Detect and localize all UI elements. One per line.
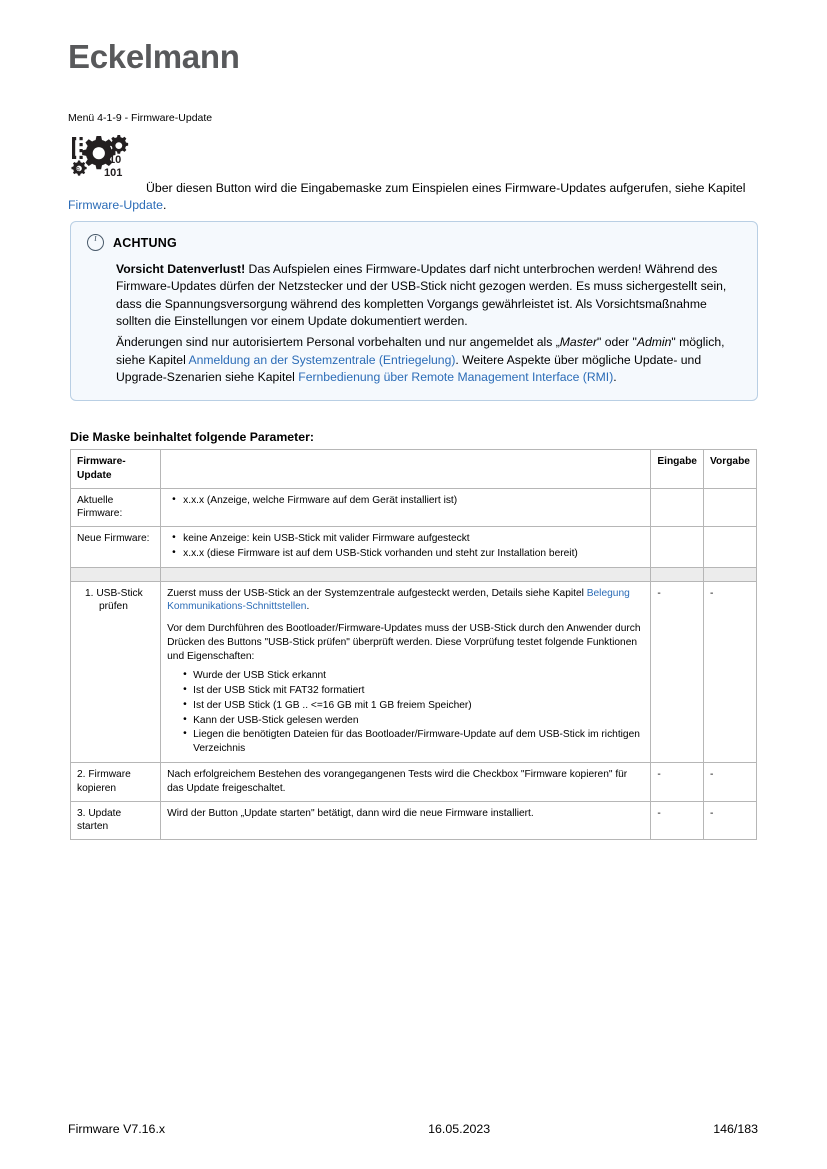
row-label-update-starten: 3. Update starten	[71, 801, 161, 840]
footer-left: Firmware V7.16.x	[68, 1122, 166, 1136]
header-firmware-update: Firmware-Update	[71, 450, 161, 489]
row-eingabe	[651, 488, 704, 527]
list-item: • Kann der USB-Stick gelesen werden	[193, 714, 644, 728]
svg-text:101: 101	[104, 167, 123, 179]
note-header	[87, 234, 741, 251]
note-p2-e: .	[613, 369, 617, 384]
header-description	[161, 450, 651, 489]
footer-center: 16.05.2023	[428, 1122, 491, 1136]
intro-paragraph	[68, 180, 758, 214]
row-label-aktuelle-firmware: Aktuelle Firmware:	[71, 488, 161, 527]
note-paragraph-1-text: Das Aufspielen eines Firmware-Updates darf nicht unterbrochen werden! Während des Firmware-Updates dürfen der Netzstecker und der USB-Stick nicht gezogen werden. Es muss sichergestellt sein, dass die Spannungsversorgung während des kompletten Vorgangs gewährleistet ist. Als Vorsichtsmaßnahme sollten die Einstellungen vor einem Update dokumentiert werden.	[116, 262, 727, 328]
footer-right: 146/183	[713, 1122, 758, 1136]
list-item: • Liegen die benötigten Dateien für das Bootloader/Firmware-Update auf dem USB-Stick im richtigen Verzeichnis	[193, 728, 644, 756]
spacer-cell	[71, 567, 161, 581]
header-eingabe: Eingabe	[651, 450, 704, 489]
note-role-master: Master	[559, 335, 598, 350]
row-label-firmware-kopieren: 2. Firmware kopieren	[71, 763, 161, 802]
row-content-update-starten: Wird der Button „Update starten" betätigt, dann wird die neue Firmware installiert.	[161, 801, 651, 840]
table-row	[71, 801, 757, 840]
bullet-list	[167, 532, 644, 561]
row-vorgabe: -	[703, 763, 756, 802]
step-label: 1. USB-Stick prüfen	[85, 587, 143, 613]
row-vorgabe: -	[703, 801, 756, 840]
row-eingabe	[651, 527, 704, 568]
breadcrumb: Menü 4-1-9 - Firmware-Update	[68, 112, 213, 124]
svg-text:10: 10	[109, 154, 122, 166]
page-footer	[68, 1122, 758, 1136]
list-item: • Wurde der USB Stick erkannt	[193, 669, 644, 683]
intro-text-before: Über diesen Button wird die Eingabemaske zum Einspielen eines Firmware-Updates aufgerufen, siehe Kapitel	[146, 181, 746, 195]
step1-paragraph-1	[167, 587, 644, 615]
step1-p1-b: .	[306, 601, 310, 613]
params-title: Die Maske beinhaltet folgende Parameter:	[70, 430, 314, 444]
brand-logo: Eckelmann	[68, 38, 240, 75]
parameters-table	[70, 449, 757, 840]
step1-p1-a: Zuerst muss der USB-Stick an der Systemzentrale aufgesteckt werden, Details siehe Kapitel	[167, 587, 587, 599]
spacer-cell	[651, 567, 704, 581]
row-content-usb-stick-pruefen	[161, 581, 651, 762]
row-label-usb-stick-pruefen	[71, 581, 161, 762]
table-row	[71, 581, 757, 762]
note-title: ACHTUNG	[113, 235, 177, 250]
table-header-row	[71, 450, 757, 489]
rmi-link[interactable]: Fernbedienung über Remote Management Interface (RMI)	[298, 369, 614, 384]
step1-paragraph-2: Vor dem Durchführen des Bootloader/Firmware-Updates muss der USB-Stick durch den Anwender durch Drücken des Buttons "USB-Stick prüfen" überprüft werden. Diese Vorprüfung testet folgende Funktionen und Eigenschaften:	[167, 623, 641, 662]
firmware-update-icon	[70, 133, 142, 179]
svg-text:9: 9	[76, 167, 80, 174]
row-label-neue-firmware: Neue Firmware:	[71, 527, 161, 568]
list-item: • x.x.x (Anzeige, welche Firmware auf dem Gerät installiert ist)	[183, 494, 644, 508]
list-item: • Ist der USB Stick (1 GB .. <=16 GB mit 1 GB freiem Speicher)	[193, 699, 644, 713]
row-eingabe: -	[651, 801, 704, 840]
belegung-link[interactable]: Belegung Kommunikations-Schnittstellen	[167, 587, 630, 613]
list-item: • keine Anzeige: kein USB-Stick mit valider Firmware aufgesteckt	[183, 532, 644, 546]
firmware-update-link[interactable]: Firmware-Update	[68, 197, 163, 212]
header-vorgabe: Vorgabe	[703, 450, 756, 489]
table-row	[71, 527, 757, 568]
row-eingabe: -	[651, 581, 704, 762]
note-p2-d: . Weitere Aspekte über mögliche Update- und Upgrade-Szenarien siehe Kapitel	[116, 352, 702, 384]
note-paragraph-1	[116, 261, 741, 330]
row-vorgabe	[703, 488, 756, 527]
row-content-aktuelle-firmware	[161, 488, 651, 527]
table-row	[71, 488, 757, 527]
note-p2-c: " möglich, siehe Kapitel	[116, 335, 725, 367]
attention-note	[70, 221, 758, 401]
spacer-cell	[703, 567, 756, 581]
table-row	[71, 763, 757, 802]
intro-text-after: .	[162, 197, 167, 212]
spacer-cell	[161, 567, 651, 581]
table-spacer-row	[71, 567, 757, 581]
note-p2-b: " oder "	[597, 335, 637, 350]
note-bold-lead: Vorsicht Datenverlust!	[116, 262, 246, 276]
note-body	[116, 261, 741, 386]
info-icon	[87, 234, 104, 251]
note-paragraph-2	[116, 334, 741, 386]
row-content-neue-firmware	[161, 527, 651, 568]
step1-bullet-list	[167, 669, 644, 756]
bullet-list	[167, 494, 644, 508]
login-link[interactable]: Anmeldung an der Systemzentrale (Entriegelung)	[188, 352, 456, 367]
row-vorgabe: -	[703, 581, 756, 762]
row-vorgabe	[703, 527, 756, 568]
row-eingabe: -	[651, 763, 704, 802]
note-p2-a: Änderungen sind nur autorisiertem Personal vorbehalten und nur angemeldet als „	[116, 335, 560, 350]
note-role-admin: Admin	[636, 335, 672, 350]
list-item: • x.x.x (diese Firmware ist auf dem USB-Stick vorhanden und steht zur Installation bereit)	[183, 547, 644, 561]
list-item: • Ist der USB Stick mit FAT32 formatiert	[193, 684, 644, 698]
row-content-firmware-kopieren: Nach erfolgreichem Bestehen des vorangegangenen Tests wird die Checkbox "Firmware kopieren" für das Update freigeschaltet.	[161, 763, 651, 802]
